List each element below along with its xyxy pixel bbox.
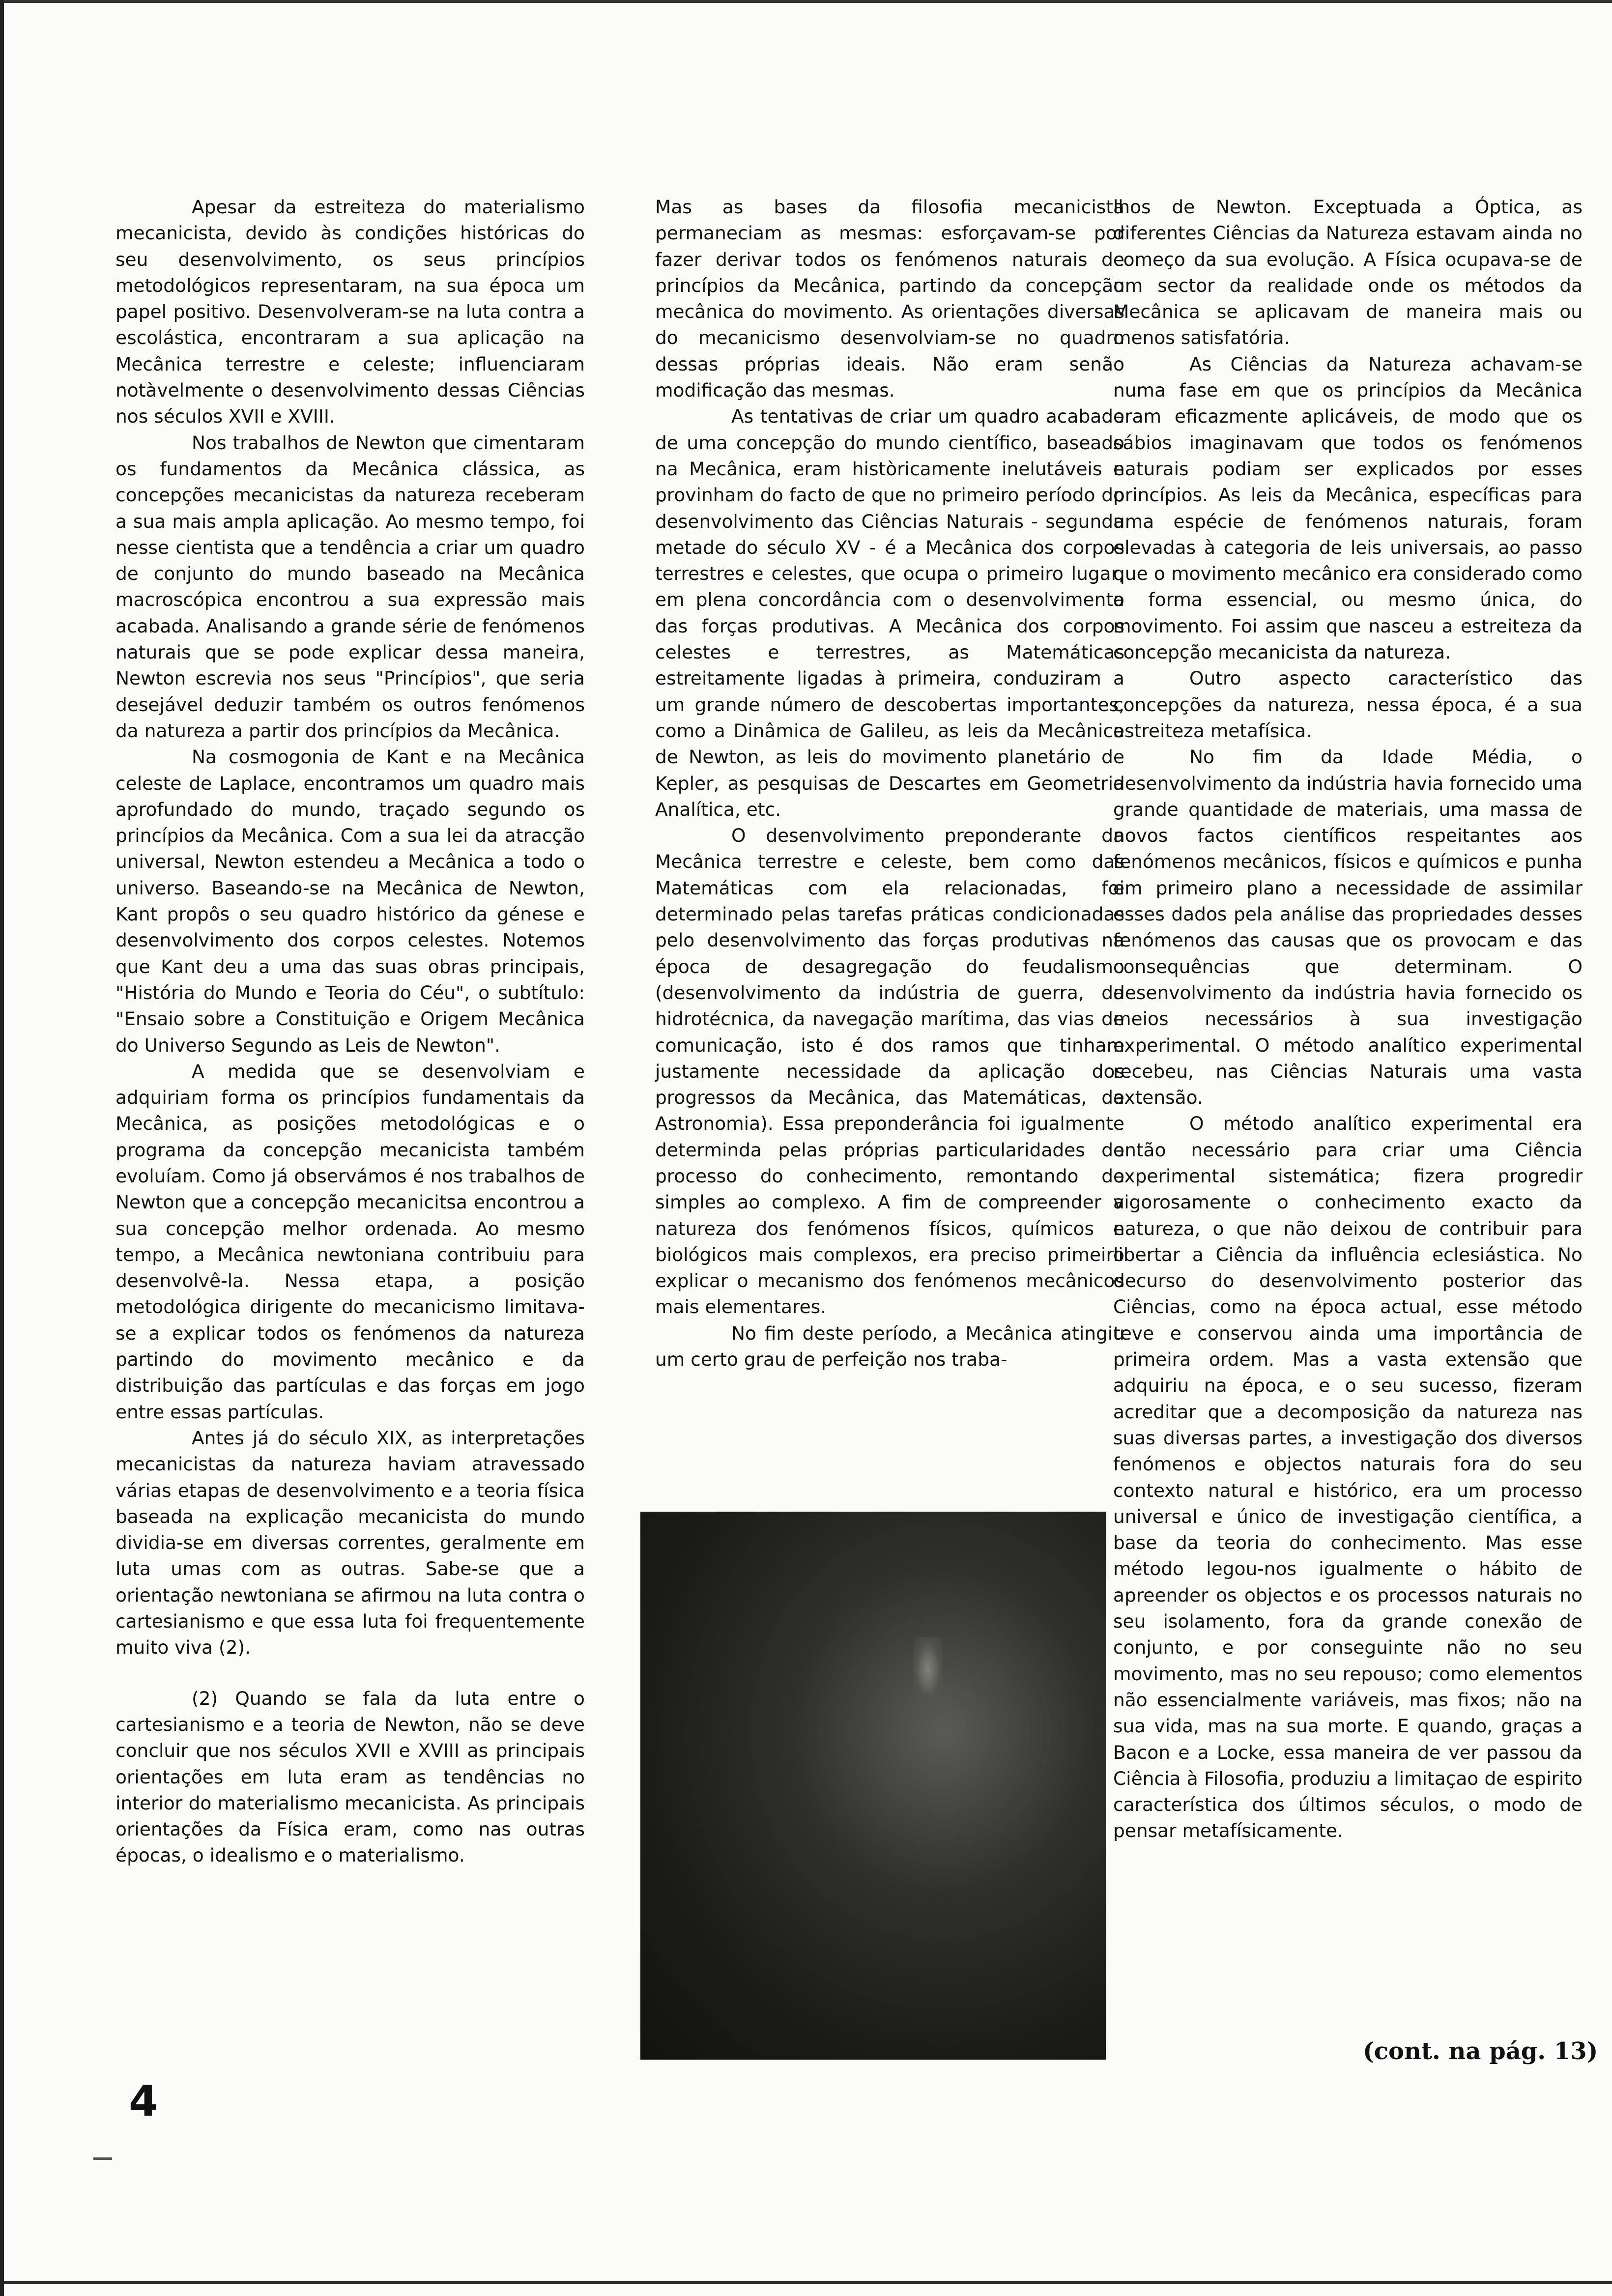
dark-photo — [640, 1512, 1106, 2060]
bottom-rule — [0, 2281, 1612, 2284]
paragraph: Outro aspecto característico das concepções da natureza, nessa época, é a sua estreiteza metafísica. — [1113, 667, 1583, 742]
page-left-edge — [0, 0, 4, 2296]
text-column-2 — [655, 194, 1124, 1373]
page-top-edge — [0, 0, 1612, 3]
text-column-3 — [1113, 194, 1583, 1844]
paragraph: No fim deste período, a Mecânica atingiu um certo grau de perfeição nos traba- — [655, 1322, 1124, 1371]
paragraph: As tentativas de criar um quadro acabado de uma concepção do mundo científico, baseado na Mecânica, eram històricamente inelutáveis e provinham do facto de que no primeiro período do desenvolvimento das Ciências Naturais - segunda metade do século XV - é a Mecânica dos corpos terrestres e celestes, que ocupa o primeiro lugar, em plena concordância com o desenvolvimento das forças produtivas. A Mecânica dos corpos celestes e terrestres, as Matemáticas estreitamente ligadas à primeira, conduziram a um grande número de descobertas importantes, como a Dinâmica de Galileu, as leis da Mecânica de Newton, as leis do movimento planetário de Kepler, as pesquisas de Descartes em Geometria Analítica, etc. — [655, 405, 1124, 820]
margin-dash — [93, 2157, 112, 2160]
continuation-note: (cont. na pág. 13) — [1363, 2038, 1598, 2065]
paragraph: O desenvolvimento preponderante da Mecânica terrestre e celeste, bem como das Matemáticas com ela relacionadas, foi determinado pelas tarefas práticas condicionadas pelo desenvolvimento das forças produtivas na época de desagregação do feudalismo (desenvolvimento da indústria de guerra, da hidrotécnica, da navegação marítima, das vias de comunicação, isto é dos ramos que tinham justamente necessidade da aplicação dos progressos da Mecânica, das Matemáticas, da Astronomia). Essa preponderância foi igualmente determinda pelas próprias particularidades do processo do conhecimento, remontando do simples ao complexo. A fim de compreender a natureza dos fenómenos físicos, químicos e biológicos mais complexos, era preciso primeiro explicar o mecanismo dos fenómenos mecânicos mais elementares. — [655, 825, 1124, 1318]
paragraph: Na cosmogonia de Kant e na Mecânica celeste de Laplace, encontramos um quadro mais aprofundado do mundo, traçado segundo os princípios da Mecânica. Com a sua lei da atracção universal, Newton estendeu a Mecânica a todo o universo. Baseando-se na Mecânica de Newton, Kant propôs o seu quadro histórico da génese e desenvolvimento dos corpos celestes. Notemos que Kant deu a uma das suas obras principais, "História do Mundo e Teoria do Céu", o subtítulo: "Ensaio sobre a Constituição e Origem Mecânica do Universo Segundo as Leis de Newton". — [115, 746, 585, 1056]
paragraph: Antes já do século XIX, as interpretações mecanicistas da natureza haviam atravessado várias etapas de desenvolvimento e a teoria física baseada na explicação mecanicista do mundo dividia-se em diversas correntes, geralmente em luta umas com as outras. Sabe-se que a orientação newtoniana se afirmou na luta contra o cartesianismo e que essa luta foi frequentemente muito viva (2). — [115, 1427, 585, 1659]
paragraph: Apesar da estreiteza do materialismo mecanicista, devido às condições históricas do seu desenvolvimento, os seus princípios metodológicos representaram, na sua época um papel positivo. Desenvolveram-se na luta contra a escolástica, encontraram a sua aplicação na Mecânica terrestre e celeste; influenciaram notàvelmente o desenvolvimento dessas Ciências nos séculos XVII e XVIII. — [115, 196, 585, 428]
paragraph: O método analítico experimental era então necessário para criar uma Ciência experimental sistemática; fizera progredir vigorosamente o conhecimento exacto da natureza, o que não deixou de contribuir para libertar a Ciência da influência eclesiástica. No decurso do desenvolvimento posterior das Ciências, como na época actual, esse método teve e conservou ainda uma importância de primeira ordem. Mas a vasta extensão que adquiriu na época, e o seu sucesso, fizeram acreditar que a decomposição da natureza nas suas diversas partes, a investigação dos diversos fenómenos e objectos naturais fora do seu contexto natural e histórico, era um processo universal e único de investigação científica, a base da teoria do conhecimento. Mas esse método legou-nos igualmente o hábito de apreender os objectos e os processos naturais no seu isolamento, fora da grande conexão de conjunto, e por conseguinte não no seu movimento, mas no seu repouso; como elementos não essencialmente variáveis, mas fixos; não na sua vida, mas na sua morte. E quando, graças a Bacon e a Locke, essa maneira de ver passou da Ciência à Filosofia, produziu a limitaçao de espirito característica dos últimos séculos, o modo de pensar metafísicamente. — [1113, 1113, 1583, 1842]
paragraph: Mas as bases da filosofia mecanicista permaneciam as mesmas: esforçavam-se por fazer derivar todos os fenómenos naturais de princípios da Mecânica, partindo da concepção mecânica do movimento. As orientações diversas do mecanicismo desenvolviam-se no quadro dessas próprias ideais. Não eram senão modificação das mesmas. — [655, 196, 1124, 402]
photo-highlight — [913, 1637, 943, 1701]
paragraph: Nos trabalhos de Newton que cimentaram os fundamentos da Mecânica clássica, as concepções mecanicistas da natureza receberam a sua mais ampla aplicação. Ao mesmo tempo, foi nesse cientista que a tendência a criar um quadro de conjunto do mundo baseado na Mecânica macroscópica encontrou a sua expressão mais acabada. Analisando a grande série de fenómenos naturais que se pode explicar dessa maneira, Newton escrevia nos seus "Princípios", que seria desejável deduzir também os outros fenómenos da natureza a partir dos princípios da Mecânica. — [115, 431, 585, 742]
page-number: 4 — [129, 2077, 158, 2126]
paragraph: lhos de Newton. Exceptuada a Óptica, as diferentes Ciências da Natureza estavam ainda no começo da sua evolução. A Física ocupava-se de um sector da realidade onde os métodos da Mecânica se aplicavam de maneira mais ou menos satisfatória. — [1113, 196, 1583, 349]
text-column-1 — [115, 194, 585, 1869]
footnote: (2) Quando se fala da luta entre o cartesianismo e a teoria de Newton, não se deve concluir que nos séculos XVII e XVIII as principais orientações em luta eram as tendências no interior do materialismo mecanicista. As principais orientações da Física eram, como nas outras épocas, o idealismo e o materialismo. — [115, 1687, 585, 1866]
paragraph: As Ciências da Natureza achavam-se numa fase em que os princípios da Mecânica eram eficazmente aplicáveis, de modo que os sábios imaginavam que todos os fenómenos naturais podiam ser explicados por esses princípios. As leis da Mecânica, específicas para uma espécie de fenómenos naturais, foram elevadas à categoria de leis universais, ao passo que o movimento mecânico era considerado como a forma essencial, ou mesmo única, do movimento. Foi assim que nasceu a estreiteza da concepção mecanicista da natureza. — [1113, 353, 1583, 663]
paragraph: No fim da Idade Média, o desenvolvimento da indústria havia fornecido uma grande quantidade de materiais, uma massa de novos factos científicos respeitantes aos fenómenos mecânicos, físicos e químicos e punha em primeiro plano a necessidade de assimilar esses dados pela análise das propriedades desses fenómenos das causas que os provocam e das consequências que determinam. O desenvolvimento da indústria havia fornecido os meios necessários à sua investigação experimental. O método analítico experimental recebeu, nas Ciências Naturais uma vasta extensão. — [1113, 746, 1583, 1109]
paragraph: A medida que se desenvolviam e adquiriam forma os princípios fundamentais da Mecânica, as posições metodológicas e o programa da concepção mecanicista também evoluíam. Como já observámos é nos trabalhos de Newton que a concepção mecanicitsa encontrou a sua concepção melhor ordenada. Ao mesmo tempo, a Mecânica newtoniana contribuiu para desenvolvê-la. Nessa etapa, a posição metodológica dirigente do mecanicismo limitava-se a explicar todos os fenómenos da natureza partindo do movimento mecânico e da distribuição das partículas e das forças em jogo entre essas partículas. — [115, 1060, 585, 1423]
